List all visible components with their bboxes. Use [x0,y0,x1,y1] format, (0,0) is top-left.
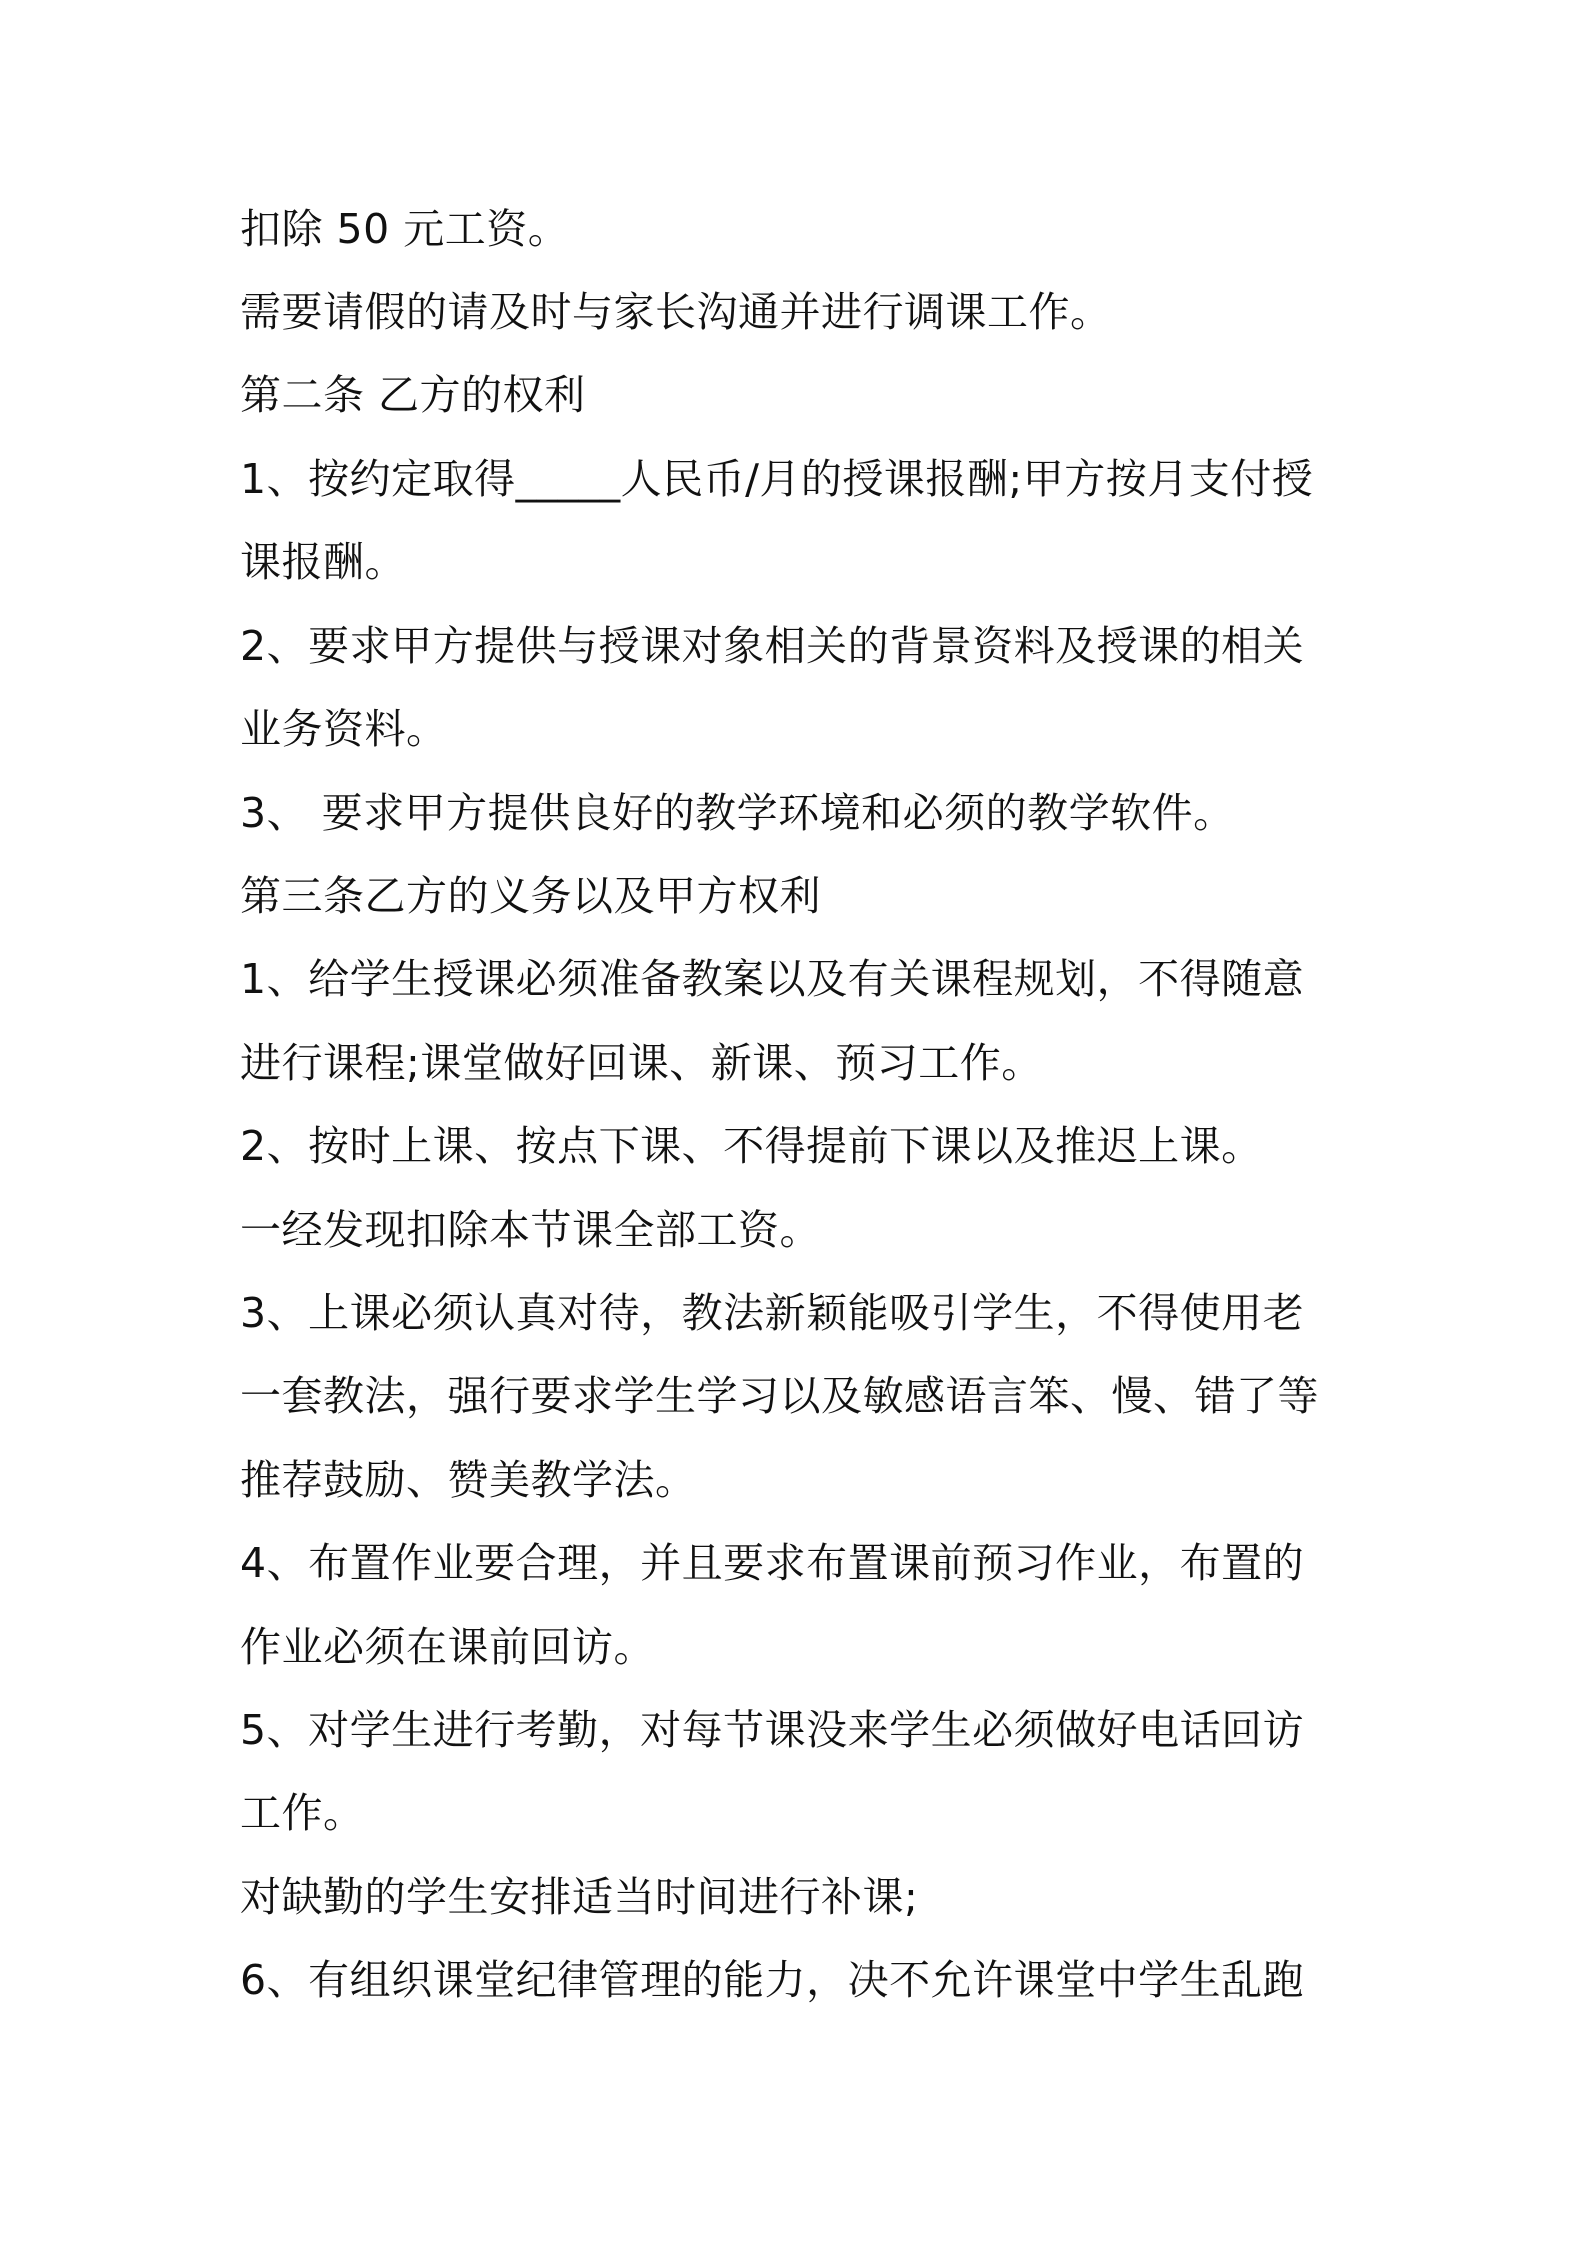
text-line: 需要请假的请及时与家长沟通并进行调课工作。 [240,288,1112,336]
text-line: 对缺勤的学生安排适当时间进行补课; [240,1873,919,1921]
text-line: 3、上课必须认真对待，教法新颖能吸引学生，不得使用老 [240,1289,1305,1337]
text-line: 课报酬。 [240,538,406,586]
text-line: 业务资料。 [240,705,448,753]
text-line: 1、按约定取得_____人民币/月的授课报酬;甲方按月支付授 [240,455,1314,503]
section-heading: 第二条 乙方的权利 [240,371,586,419]
text-line: 一经发现扣除本节课全部工资。 [240,1206,821,1254]
text-line: 2、按时上课、按点下课、不得提前下课以及推迟上课。 [240,1122,1263,1170]
text-line: 推荐鼓励、赞美教学法。 [240,1456,697,1504]
text-line: 扣除 50 元工资。 [240,205,570,253]
text-line: 3、 要求甲方提供良好的教学环境和必须的教学软件。 [240,789,1235,837]
text-line: 一套教法，强行要求学生学习以及敏感语言笨、慢、错了等 [240,1372,1319,1420]
text-line: 作业必须在课前回访。 [240,1623,655,1671]
text-line: 进行课程;课堂做好回课、新课、预习工作。 [240,1039,1043,1087]
text-line: 4、布置作业要合理，并且要求布置课前预习作业，布置的 [240,1539,1305,1587]
text-line: 工作。 [240,1789,365,1837]
text-line: 2、要求甲方提供与授课对象相关的背景资料及授课的相关 [240,622,1305,670]
text-line: 6、有组织课堂纪律管理的能力，决不允许课堂中学生乱跑 [240,1956,1305,2004]
text-line: 1、给学生授课必须准备教案以及有关课程规划，不得随意 [240,955,1305,1003]
text-line: 5、对学生进行考勤，对每节课没来学生必须做好电话回访 [240,1706,1305,1754]
section-heading: 第三条乙方的义务以及甲方权利 [240,872,821,920]
